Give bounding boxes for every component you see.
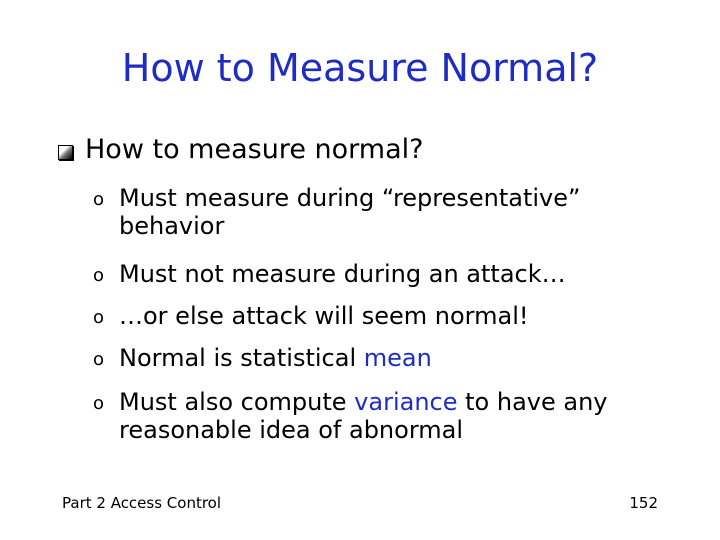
subbullet-text-5 <box>119 388 679 444</box>
circle-bullet-icon: o <box>93 265 105 286</box>
highlight-variance: variance <box>354 388 458 416</box>
subbullet-text-2: Must not measure during an attack… <box>119 260 566 288</box>
subbullet-item-1 <box>93 184 679 240</box>
subbullet-text-1: Must measure during “representative” behavior <box>119 184 581 240</box>
slide-title: How to Measure Normal? <box>121 46 599 90</box>
subbullet-text-3: …or else attack will seem normal! <box>119 302 529 330</box>
subbullet-text-5-after: to have any reasonable idea of abnormal <box>119 388 608 444</box>
subbullet-item-5 <box>93 388 679 444</box>
circle-bullet-icon: o <box>93 349 105 370</box>
circle-bullet-icon: o <box>93 189 105 210</box>
subbullet-item-2 <box>93 260 679 292</box>
highlight-mean: mean <box>363 344 432 372</box>
main-bullet-text: How to measure normal? <box>85 134 424 165</box>
footer-course-label: Part 2 Access Control <box>62 494 222 512</box>
subbullet-text-4 <box>119 344 679 372</box>
square-bullet-icon <box>58 145 73 160</box>
circle-bullet-icon: o <box>93 393 105 414</box>
subbullet-item-4 <box>93 344 679 376</box>
circle-bullet-icon: o <box>93 307 105 328</box>
footer-page-number: 152 <box>629 494 658 512</box>
subbullet-text-5-before: Must also compute <box>119 388 355 416</box>
subbullet-item-3 <box>93 302 679 334</box>
subbullet-text-4-plain: Normal is statistical <box>119 344 364 372</box>
main-bullet-row <box>58 130 423 170</box>
